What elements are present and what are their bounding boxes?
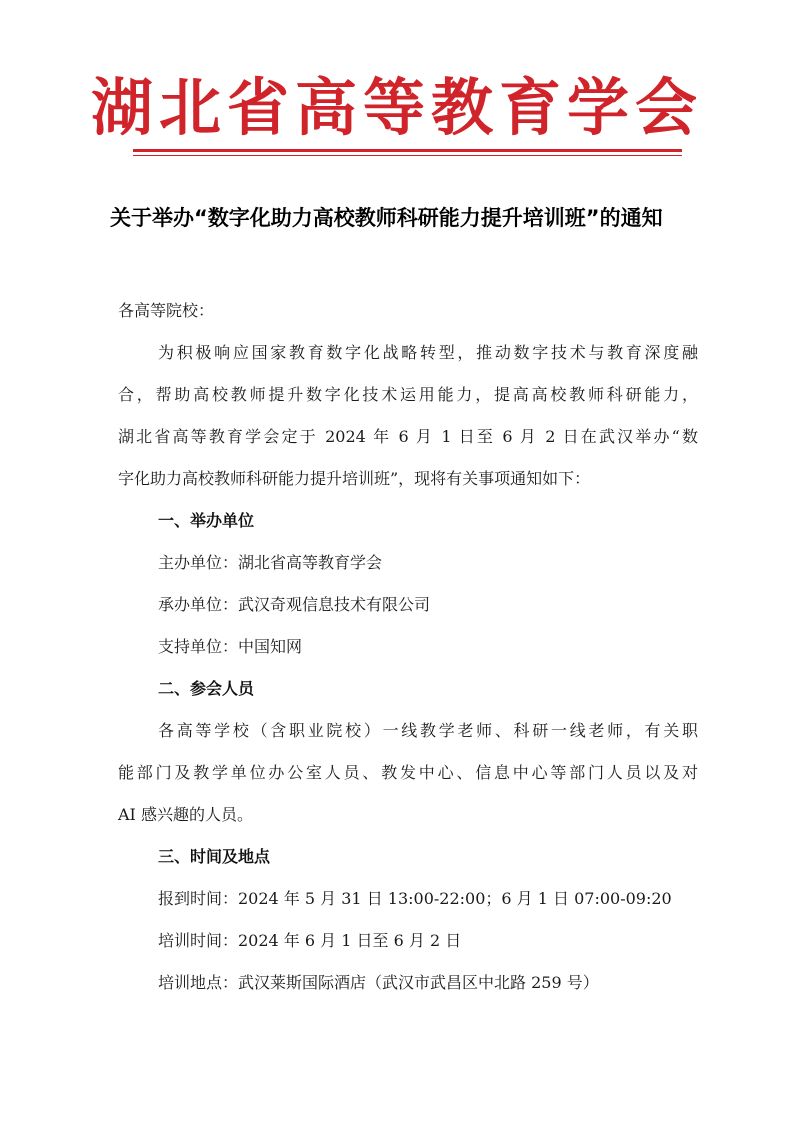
section-heading-organizers: 一、举办单位 (158, 511, 255, 530)
participants-line: 各高等学校（含职业院校）一线教学老师、科研一线老师，有关职 (158, 721, 698, 740)
training-venue: 培训地点：武汉莱斯国际酒店（武汉市武昌区中北路 259 号） (158, 973, 599, 992)
host-unit: 主办单位：湖北省高等教育学会 (158, 553, 383, 572)
salutation: 各高等院校： (118, 301, 215, 320)
participants-line: 能部门及教学单位办公室人员、教发中心、信息中心等部门人员以及对 (118, 763, 698, 782)
letterhead-org-name: 湖北省高等教育学会 (90, 71, 703, 144)
notice-body (118, 290, 698, 1004)
intro-line: 字化助力高校教师科研能力提升培训班”，现将有关事项通知如下： (118, 469, 591, 488)
letterhead-rule-thin (133, 155, 682, 156)
intro-line: 湖北省高等教育学会定于 2024 年 6 月 1 日至 6 月 2 日在武汉举办“数 (118, 427, 698, 446)
organizer-unit: 承办单位：武汉奇观信息技术有限公司 (158, 595, 431, 614)
participants-line: AI 感兴趣的人员。 (118, 805, 253, 824)
intro-line: 为积极响应国家教育数字化战略转型，推动数字技术与教育深度融 (158, 343, 698, 362)
training-time: 培训时间：2024 年 6 月 1 日至 6 月 2 日 (158, 931, 462, 950)
supporter-unit: 支持单位：中国知网 (158, 637, 303, 656)
letterhead-rule-thick (133, 149, 682, 152)
notice-title: 关于举办“数字化助力高校教师科研能力提升培训班”的通知 (110, 206, 663, 230)
registration-time: 报到时间：2024 年 5 月 31 日 13:00-22:00；6 月 1 日 07:00-09:20 (158, 889, 672, 908)
section-heading-participants: 二、参会人员 (158, 679, 255, 698)
section-heading-time-place: 三、时间及地点 (158, 847, 271, 866)
intro-line: 合，帮助高校教师提升数字化技术运用能力，提高高校教师科研能力， (118, 385, 698, 404)
